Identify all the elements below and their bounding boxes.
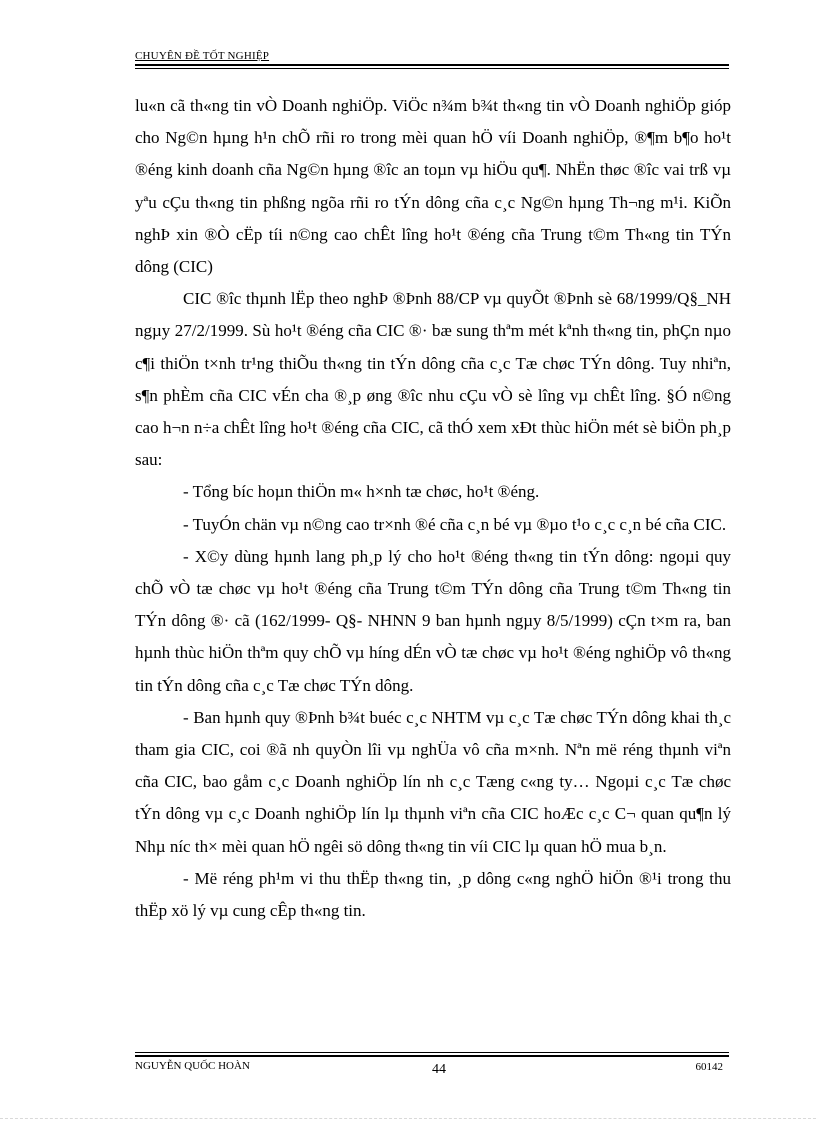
bullet-item-3: - X©y dùng hµnh lang ph¸p lý cho ho¹t ®éng th«ng tin tÝn dông: ngoµi quy chÕ vÒ tæ chøc vµ ho¹t ®éng cña Trung t©m TÝn dông cña Trung t©m Th«ng tin TÝn dông ®· cã (162/1999- Q§- NHNN 9 ban hµnh ngµy 8/5/1999) cÇn t×m ra, ban hµnh thùc hiÖn thªm quy chÕ vµ híng dÉn vÒ tæ chøc vµ ho¹t ®éng nghiÖp vô th«ng tin tÝn dông cña c¸c Tæ chøc TÝn dông. <box>135 546 731 695</box>
footer-rule <box>135 1052 729 1053</box>
bullet-item-2: - TuyÓn chän vµ n©ng cao tr×nh ®é cña c¸n bé vµ ®µo t¹o c¸c c¸n bé cña CIC. <box>183 514 727 534</box>
paragraph-2: CIC ®îc thµnh lËp theo nghÞ ®Þnh 88/CP vµ quyÕt ®Þnh sè 68/1999/Q§_NH ngµy 27/2/1999. Sù ho¹t ®éng cña CIC ®· bæ sung thªm mét kªnh th«ng tin, phÇn nµo c¶i thiÖn t×nh tr¹ng thiÕu th«ng tin tÝn dông cña c¸c Tæ chøc TÝn dông. Tuy nhiªn, s¶n phÈm cña CIC vÉn cha ®¸p øng ®îc nhu cÇu vÒ sè lîng vµ chÊt lîng. §Ó n©ng cao h¬n n÷a chÊt lîng ho¹t ®éng cña CIC, cã thÓ xem xÐt thùc hiÖn mét sè biÖn ph¸p sau: <box>135 289 731 470</box>
header-title: CHUYÊN ĐỀ TỐT NGHIỆP <box>135 50 270 62</box>
footer-rule-secondary <box>135 1055 729 1057</box>
page-break-line <box>0 1118 816 1119</box>
paragraph-1: lu«n cã th«ng tin vÒ Doanh nghiÖp. ViÖc n¾m b¾t th«ng tin vÒ Doanh nghiÖp gióp cho Ng©n hµng h¹n chÕ rñi ro trong mèi quan hÖ víi Doanh nghiÖp, ®¶m b¶o ho¹t ®éng kinh doanh cña Ng©n hµng ®îc an toµn vµ hiÖu qu¶. NhËn thøc ®îc vai trß vµ yªu cÇu th«ng tin phßng ngõa rñi ro tÝn dông cña c¸c Ng©n hµng Th¬ng m¹i. KiÕn nghÞ xin ®Ò cËp tíi n©ng cao chÊt lîng ho¹t ®éng cña Trung t©m Th«ng tin TÝn dông (CIC) <box>135 96 731 277</box>
body-text <box>135 90 731 927</box>
footer-author: NGUYỄN QUỐC HOÀN <box>135 1060 250 1072</box>
document-id: 60142 <box>695 1061 723 1073</box>
header-rule <box>135 64 729 66</box>
page-header <box>135 50 729 68</box>
page-footer <box>135 1052 729 1082</box>
bullet-item-1: - Tổng bíc hoµn thiÖn m« h×nh tæ chøc, ho¹t ®éng. <box>183 482 540 502</box>
bullet-item-5: - Më réng ph¹m vi thu thËp th«ng tin, ¸p dông c«ng nghÖ hiÖn ®¹i trong thu thËp xö lý vµ cung cÊp th«ng tin. <box>135 868 731 921</box>
header-rule-secondary <box>135 68 729 69</box>
page-number: 44 <box>432 1062 446 1077</box>
bullet-item-4: - Ban hµnh quy ®Þnh b¾t buéc c¸c NHTM vµ c¸c Tæ chøc TÝn dông khai th¸c tham gia CIC, coi ®ã nh quyÒn lîi vµ nghÜa vô cña m×nh. Nªn më réng thµnh viªn cña CIC, bao gåm c¸c Doanh nghiÖp lín nh c¸c Tæng c«ng ty… Ngoµi c¸c Tæ chøc tÝn dông vµ c¸c Doanh nghiÖp lín lµ thµnh viªn cña CIC hoÆc c¸c C¬ quan qu¶n lý Nhµ níc th× mèi quan hÖ ngêi sö dông th«ng tin víi CIC lµ quan hÖ mua b¸n. <box>135 707 731 856</box>
